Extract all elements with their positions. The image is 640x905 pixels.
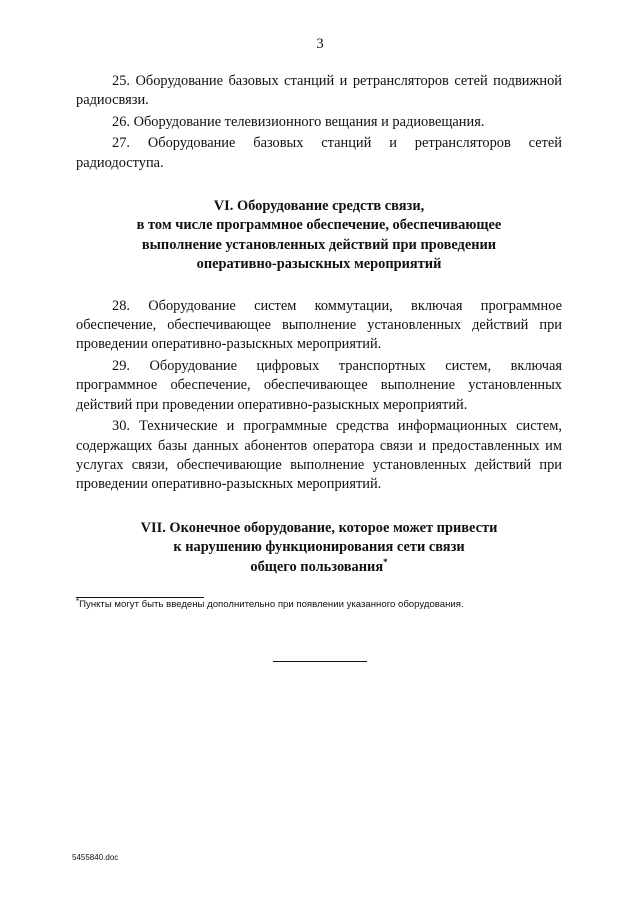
section-6-heading-line: выполнение установленных действий при проведении <box>141 236 497 253</box>
footnote <box>76 598 562 612</box>
section-6-heading-line: VI. Оборудование средств связи, <box>213 198 425 215</box>
footnote-mark: * <box>76 597 80 606</box>
document-body <box>76 72 562 577</box>
item-27: 27. Оборудование базовых станций и ретрансляторов сетей радиодоступа. <box>76 135 562 171</box>
section-7-heading <box>76 519 562 577</box>
item-26: 26. Оборудование телевизионного вещания и радиовещания. <box>112 113 485 130</box>
file-name: 5455840.doc <box>72 853 119 862</box>
section-6-heading-line: оперативно-разыскных мероприятий <box>196 256 442 273</box>
section-6-heading-line: в том числе программное обеспечение, обеспечивающее <box>136 217 502 234</box>
end-of-document-rule <box>273 661 367 662</box>
section-7-heading-line: VII. Оконечное оборудование, которое может привести <box>140 519 498 536</box>
section-6-heading <box>76 197 562 275</box>
item-25: 25. Оборудование базовых станций и ретрансляторов сетей подвижной радиосвязи. <box>76 73 562 109</box>
section-7-heading-line <box>76 558 562 577</box>
section-7-heading-line: к нарушению функционирования сети связи <box>173 539 465 556</box>
footnote-reference: * <box>383 556 388 567</box>
item-29: 29. Оборудование цифровых транспортных систем, включая программное обеспечение, обеспечивающее выполнение установленных действий при проведении оперативно-разыскных мероприятий. <box>76 357 562 413</box>
page-number: 3 <box>316 36 324 52</box>
item-30: 30. Технические и программные средства информационных систем, содержащих базы данных абонентов оператора связи и предоставленных им услугах связи, обеспечивающие выполнение установленных действий при проведении оперативно-разыскных мероприятий. <box>76 418 562 493</box>
item-28: 28. Оборудование систем коммутации, включая программное обеспечение, обеспечивающее выполнение установленных действий при проведении оперативно-разыскных мероприятий. <box>76 297 562 353</box>
footnote-text: Пункты могут быть введены дополнительно при появлении указанного оборудования. <box>79 599 464 610</box>
section-7-heading-text: общего пользования <box>250 558 384 575</box>
